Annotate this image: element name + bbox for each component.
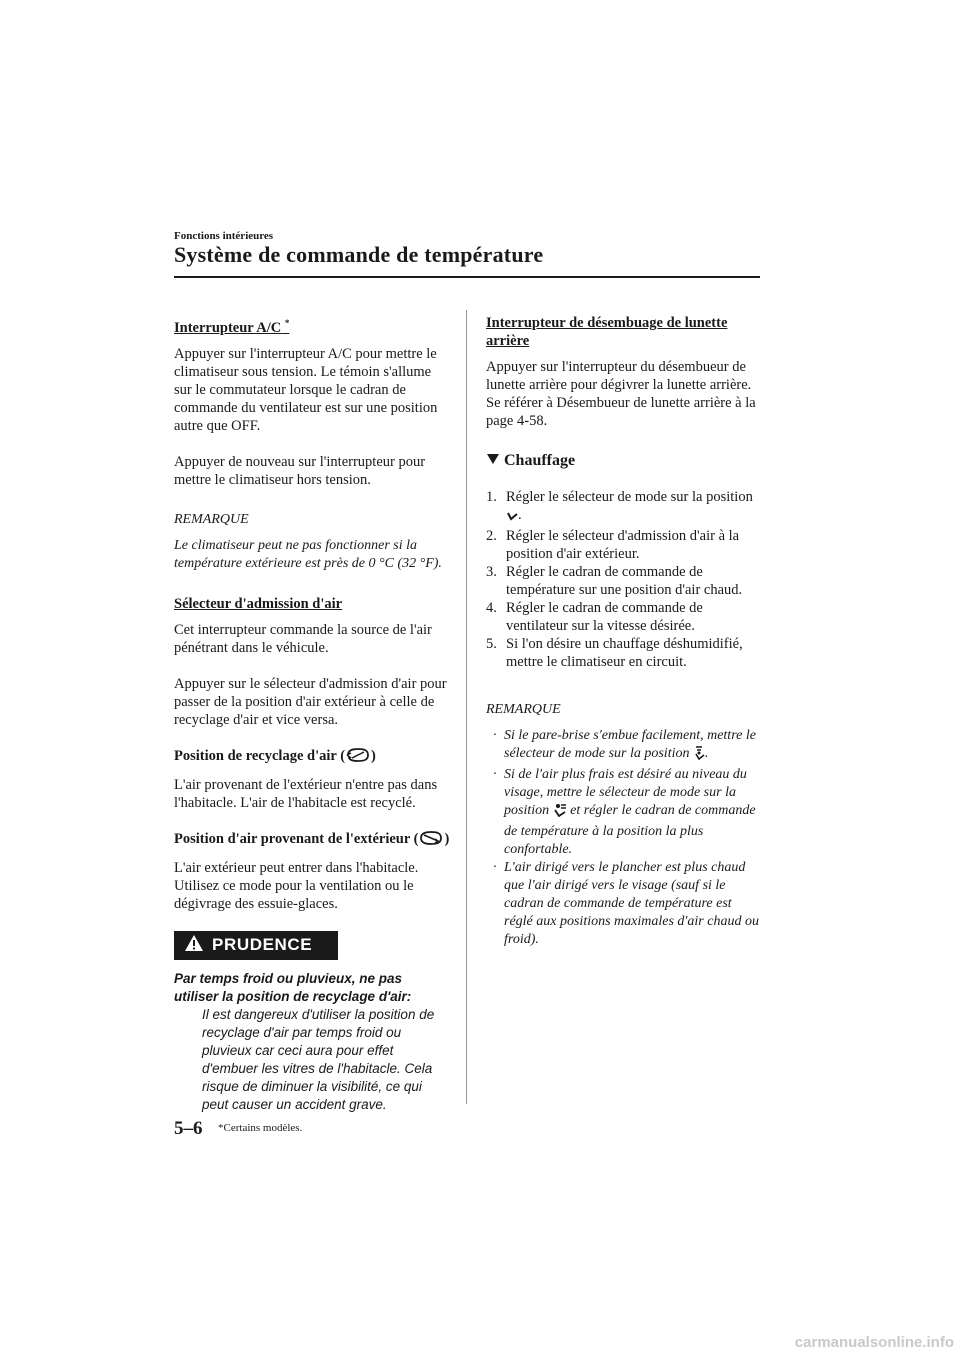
outside-air-text: L'air extérieur peut entrer dans l'habitacle. Utilisez ce mode pour la ventilation ou le dégivrage des essuie-glaces. (174, 859, 419, 912)
list-item: 4. Régler le cadran de commande de ventilateur sur la vitesse désirée. (486, 600, 703, 634)
ac-switch-para2: Appuyer de nouveau sur l'interrupteur pour mettre le climatiseur hors tension. (174, 453, 426, 488)
recirculate-air-icon (345, 747, 371, 768)
recirculate-heading: Position de recyclage d'air ( ) (174, 747, 450, 768)
left-column (174, 314, 450, 1114)
heating-steps (486, 488, 761, 671)
floor-mode-icon (506, 509, 518, 527)
bi-level-mode-icon (553, 803, 567, 823)
ac-switch-para1: Appuyer sur l'interrupteur A/C pour mettre le climatiseur sous tension. Le témoin s'allume sur le commutateur lorsque le cadran de commande du ventilateur est sur une position autre que OFF. (174, 345, 438, 434)
list-item: · Si le pare-brise s'embue facilement, mettre le sélecteur de mode sur la position . (486, 727, 761, 766)
page-title: Système de commande de température (174, 242, 544, 267)
rear-defog-para1: Appuyer sur l'interrupteur du désembueur de lunette arrière pour dégivrer la lunette arrière. (486, 359, 752, 393)
caution-box (174, 931, 450, 1114)
title-rule (174, 276, 760, 278)
floor-windshield-mode-icon (693, 746, 705, 766)
outside-air-icon (418, 830, 444, 851)
footnote: *Certains modèles. (218, 1122, 303, 1134)
heating-heading: Chauffage (486, 452, 761, 470)
warning-icon (184, 934, 204, 957)
triangle-down-icon (486, 452, 500, 470)
column-divider (466, 310, 467, 1104)
remark-text: Le climatiseur peut ne pas fonctionner si la température extérieure est près de 0 °C (32 °F). (174, 537, 442, 571)
list-item: 5. Si l'on désire un chauffage déshumidifié, mettre le climatiseur en circuit. (486, 636, 743, 670)
caution-body: Il est dangereux d'utiliser la position de recyclage d'air par temps froid ou pluvieux car ceci aura pour effet d'embuer les vitres de l'habitacle. Cela risque de diminuer la visibilité, ce qui peut causer un accident grave. (202, 1006, 435, 1112)
ac-switch-heading: Interrupteur A/C * (174, 318, 290, 336)
rear-defog-heading: Interrupteur de désembuage de lunette arrière (486, 315, 728, 349)
intake-para2: Appuyer sur le sélecteur d'admission d'air pour passer de la position d'air extérieur à celle de recyclage d'air et vice versa. (174, 675, 447, 728)
intake-selector-heading: Sélecteur d'admission d'air (174, 595, 343, 612)
remark-label: REMARQUE (486, 702, 561, 717)
outside-air-heading: Position d'air provenant de l'extérieur ( ) (174, 830, 450, 851)
list-item: · L'air dirigé vers le plancher est plus chaud que l'air dirigé vers le visage (sauf si le cadran de commande de température est réglé aux positions maximales d'air chaud ou froid). (492, 860, 759, 947)
caution-heading: Par temps froid ou pluvieux, ne pas utiliser la position de recyclage d'air: (174, 970, 412, 1004)
list-item: 3. Régler le cadran de commande de température sur une position d'air chaud. (486, 564, 743, 598)
rear-defog-para2: Se référer à Désembueur de lunette arrière à la page 4-58. (486, 395, 756, 429)
section-label: Fonctions intérieures (174, 230, 274, 242)
remark-label: REMARQUE (174, 511, 249, 527)
right-column (486, 314, 761, 949)
recirculate-text: L'air provenant de l'extérieur n'entre pas dans l'habitacle. L'air de l'habitacle est recyclé. (174, 776, 438, 811)
remark-bullets (486, 727, 761, 949)
list-item: · Si de l'air plus frais est désiré au niveau du visage, mettre le sélecteur de mode sur la position et régler le cadran de commande de température à la position la plus confortable. (492, 767, 756, 857)
list-item: 1. Régler le sélecteur de mode sur la position . (486, 488, 761, 527)
intake-para1: Cet interrupteur commande la source de l'air pénétrant dans le véhicule. (174, 621, 432, 656)
page-number: 5–6 (174, 1118, 203, 1139)
list-item: 2. Régler le sélecteur d'admission d'air à la position d'air extérieur. (486, 528, 740, 562)
watermark: carmanualsonline.info (794, 1334, 954, 1351)
caution-badge: PRUDENCE (174, 931, 338, 960)
